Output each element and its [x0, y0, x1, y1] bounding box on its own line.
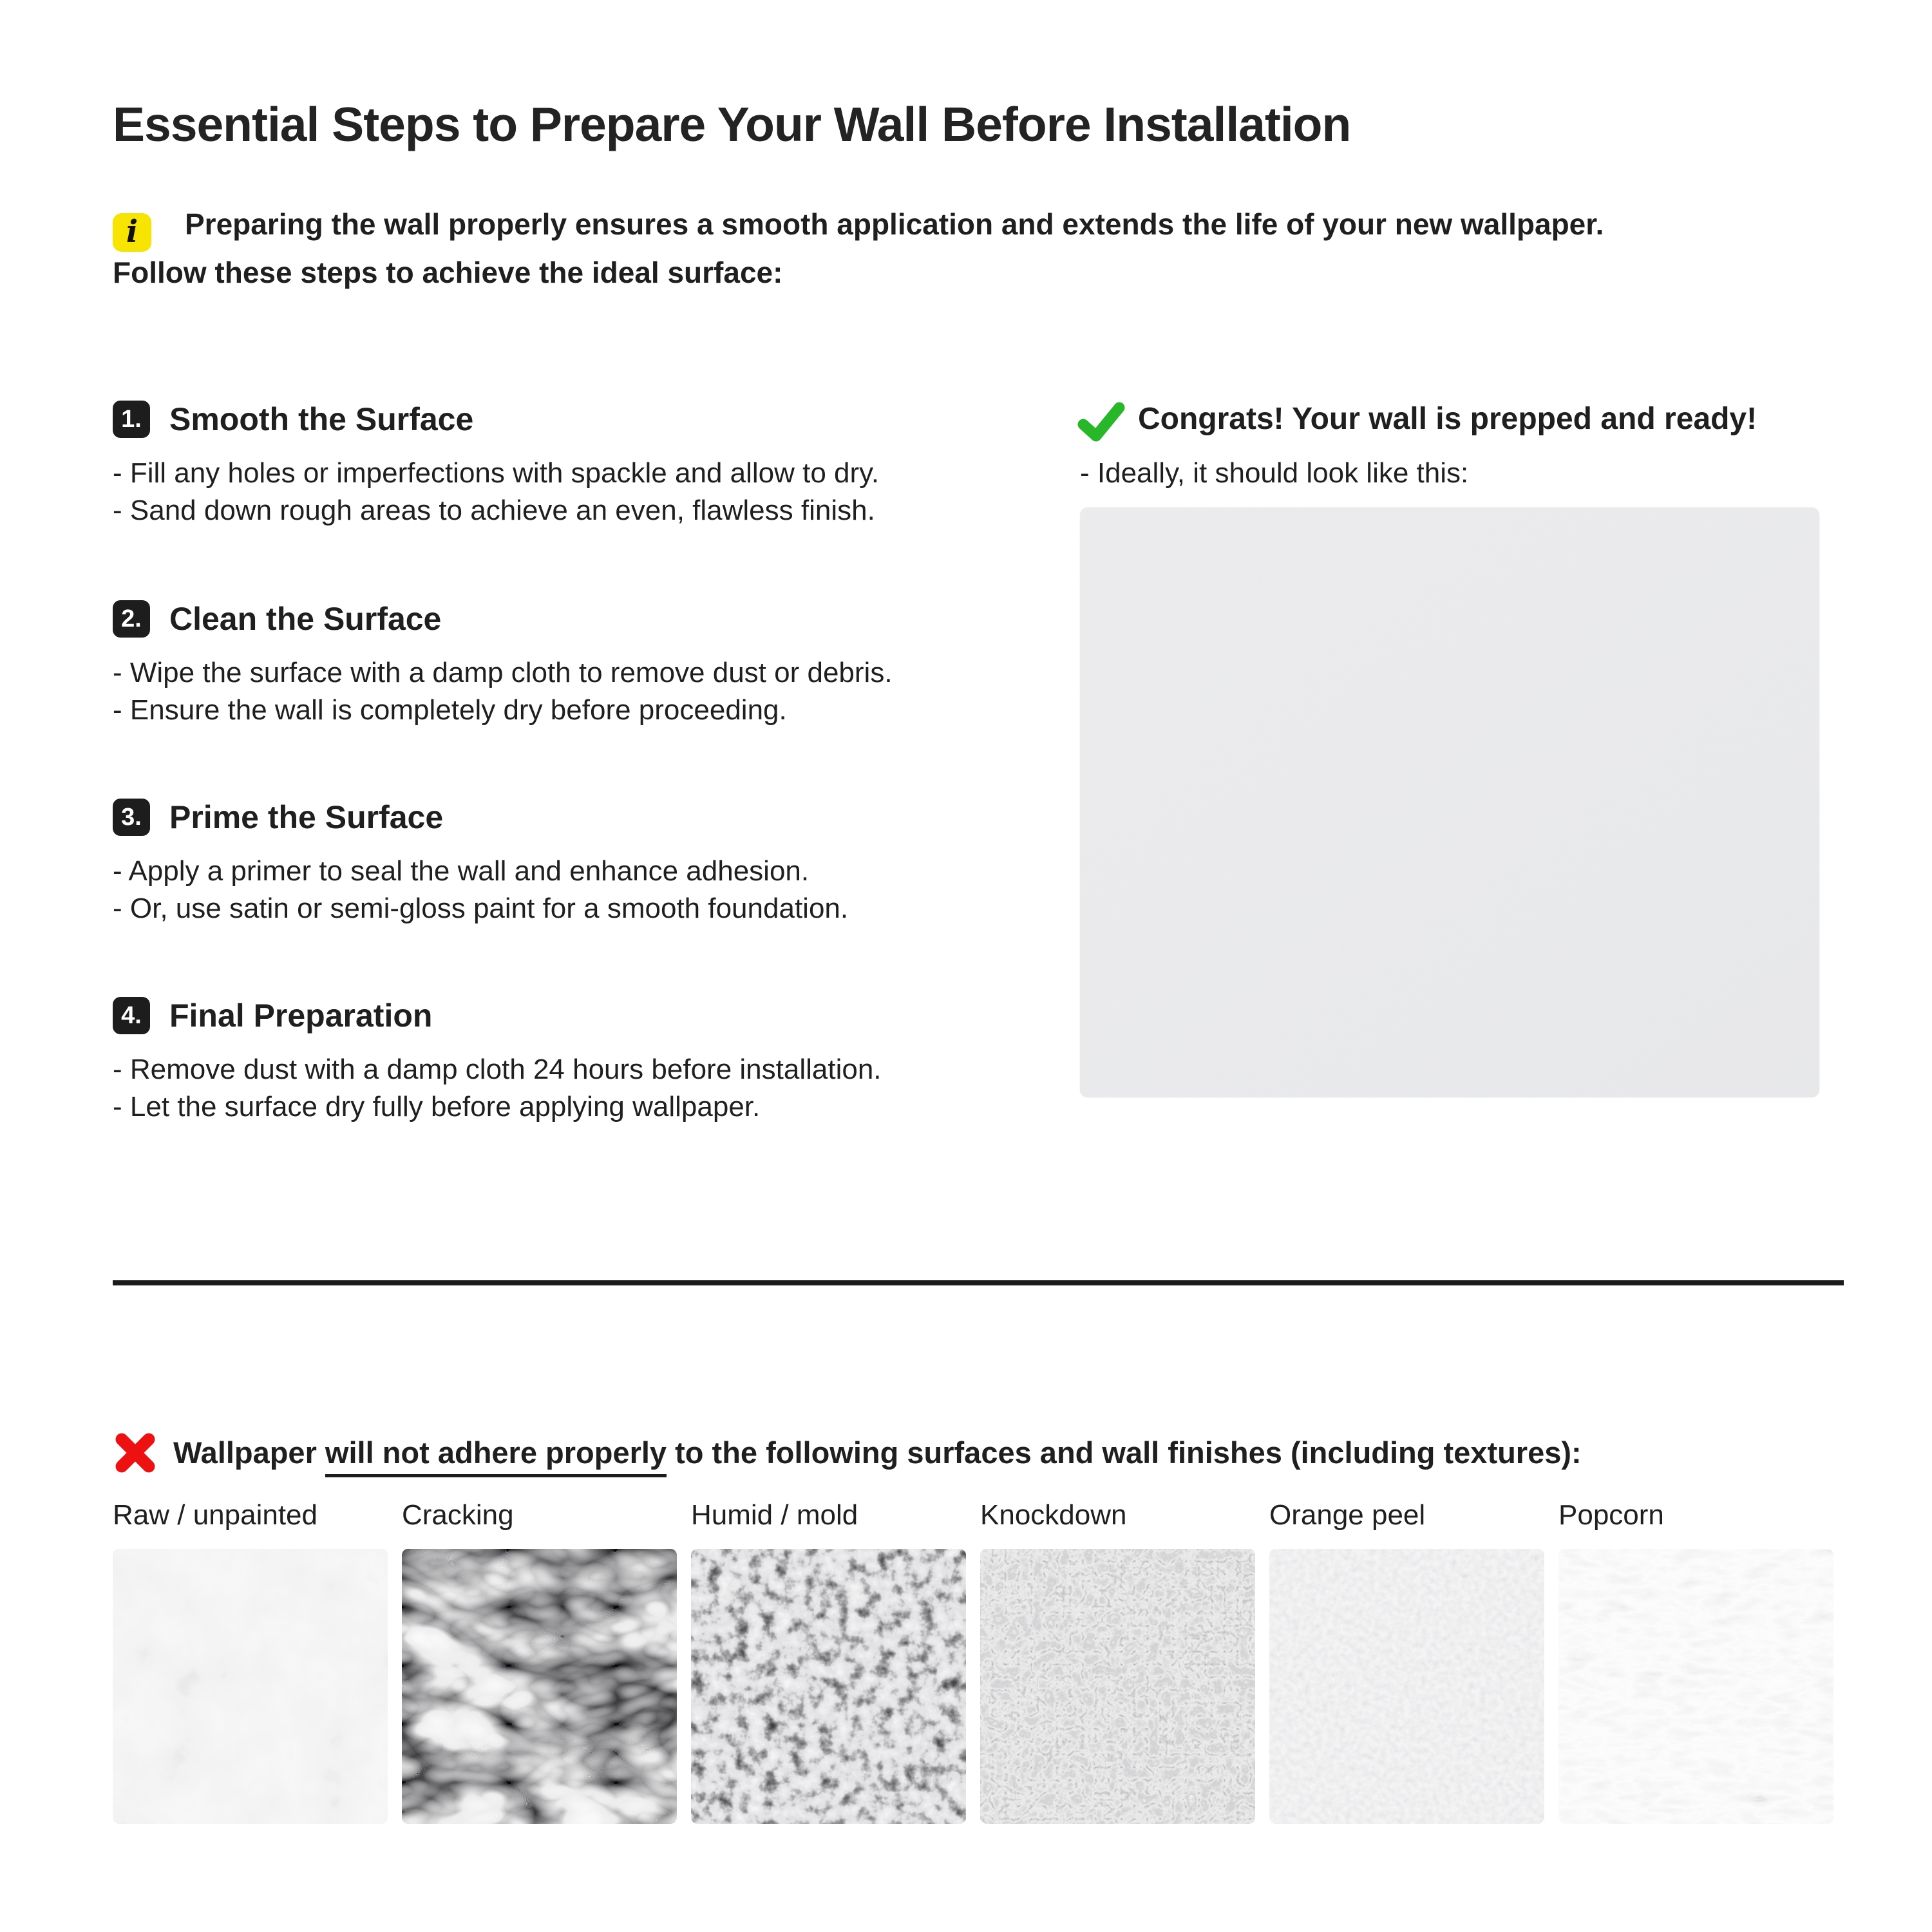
surface-item-humid-mold	[691, 1498, 966, 1824]
section-divider	[113, 1280, 1844, 1285]
step-title: Clean the Surface	[169, 601, 442, 637]
warning-heading	[173, 1432, 1582, 1473]
step-clean-the-surface	[113, 600, 1053, 748]
step-final-preparation	[113, 997, 1053, 1145]
step-bullet: - Ensure the wall is completely dry before proceeding.	[113, 694, 787, 726]
surface-texture-image	[691, 1549, 966, 1824]
surface-texture-image	[402, 1549, 677, 1824]
step-bullet: - Apply a primer to seal the wall and enhance adhesion.	[113, 855, 810, 887]
step-prime-the-surface	[113, 799, 1053, 947]
step-bullet: - Remove dust with a damp cloth 24 hours before installation.	[113, 1054, 882, 1085]
surface-item-popcorn	[1558, 1498, 1833, 1824]
step-smooth-the-surface	[113, 401, 1053, 549]
step-number-badge: 1.	[113, 401, 150, 438]
surface-texture-image	[1558, 1549, 1833, 1824]
surface-label: Humid / mold	[691, 1499, 858, 1531]
warning-text-underlined: will not adhere properly	[325, 1435, 667, 1477]
step-bullet: - Let the surface dry fully before applying wallpaper.	[113, 1091, 761, 1122]
warning-text-after: to the following surfaces and wall finishes (including textures):	[667, 1435, 1582, 1470]
success-title: Congrats! Your wall is prepped and ready!	[1138, 402, 1757, 436]
step-number-badge: 4.	[113, 997, 150, 1034]
success-subtitle: - Ideally, it should look like this:	[1080, 457, 1469, 489]
surface-item-cracking	[402, 1498, 677, 1824]
surface-texture-image	[1269, 1549, 1544, 1824]
step-bullet: - Or, use satin or semi-gloss paint for a smooth foundation.	[113, 893, 849, 924]
step-title: Prime the Surface	[169, 799, 444, 835]
step-title: Smooth the Surface	[169, 401, 474, 437]
intro-line-2: Follow these steps to achieve the ideal surface:	[113, 256, 783, 289]
intro-line-1: Preparing the wall properly ensures a smooth application and extends the life of your new wallpaper.	[185, 207, 1604, 241]
step-title: Final Preparation	[169, 998, 433, 1034]
surface-label: Popcorn	[1558, 1499, 1664, 1531]
bad-surfaces-grid	[113, 1498, 1833, 1824]
info-icon: i	[113, 213, 151, 252]
intro-paragraph	[113, 204, 1890, 293]
surface-label: Knockdown	[980, 1499, 1127, 1531]
surface-label: Cracking	[402, 1499, 514, 1531]
surface-label: Raw / unpainted	[113, 1499, 317, 1531]
cross-icon	[113, 1431, 157, 1475]
surface-item-orange-peel	[1269, 1498, 1544, 1824]
prepped-wall-image	[1080, 507, 1819, 1097]
surface-texture-image	[980, 1549, 1255, 1824]
page-title: Essential Steps to Prepare Your Wall Before Installation	[113, 97, 1351, 151]
step-bullet: - Sand down rough areas to achieve an even, flawless finish.	[113, 495, 875, 526]
check-icon	[1077, 402, 1125, 442]
step-bullet: - Fill any holes or imperfections with spackle and allow to dry.	[113, 457, 880, 489]
surface-item-knockdown	[980, 1498, 1255, 1824]
surface-label: Orange peel	[1269, 1499, 1426, 1531]
surface-texture-image	[113, 1549, 388, 1824]
surface-item-raw-unpainted	[113, 1498, 388, 1824]
step-number-badge: 2.	[113, 600, 150, 638]
warning-text-before: Wallpaper	[173, 1435, 325, 1470]
step-bullet: - Wipe the surface with a damp cloth to remove dust or debris.	[113, 657, 893, 688]
step-number-badge: 3.	[113, 799, 150, 836]
